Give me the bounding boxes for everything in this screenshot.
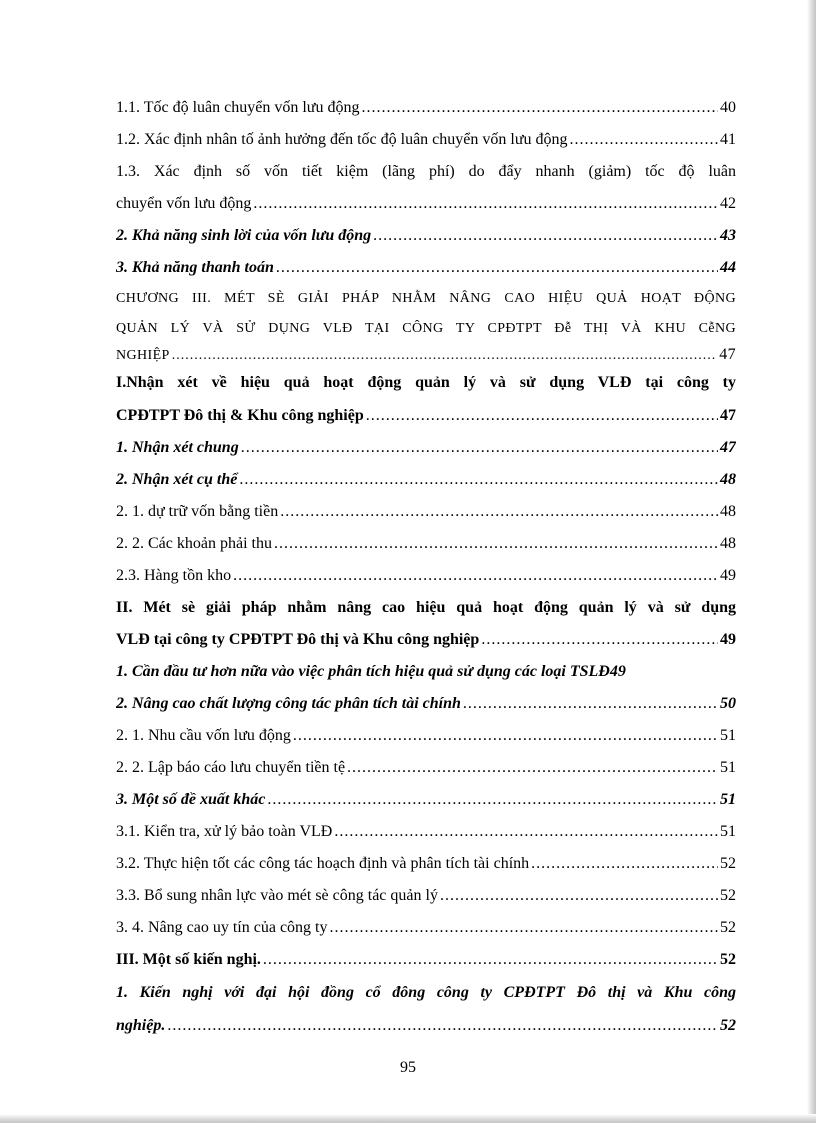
dot-leader [239, 464, 718, 496]
toc-entry-title: II. Mét sè giải pháp nhằm nâng cao hiệu quả hoạt động quản lý và sử dụng [116, 599, 736, 616]
dot-leader [463, 688, 718, 720]
toc-entry-page: 52 [720, 919, 736, 936]
toc-entry-page: 52 [720, 951, 736, 968]
toc-entry-line[interactable] [116, 592, 736, 624]
toc-entry-title: 1. Cần đầu tư hơn nữa vào việc phân tích hiệu quả sử dụng các loại TSLĐ49 [116, 663, 626, 680]
toc-entry-title: 2. Nâng cao chất lượng công tác phân tích tài chính [116, 695, 461, 712]
toc-entry-title: 2. 1. dự trữ vốn bằng tiền [116, 503, 279, 520]
toc-entry-title-cont: VLĐ tại công ty CPĐTPT Đô thị và Khu công nghiệp [116, 631, 480, 648]
toc-entry-page: 50 [720, 695, 736, 712]
dot-leader [366, 400, 718, 432]
toc-entry[interactable] [116, 848, 736, 880]
toc-entry-page: 47 [720, 439, 736, 456]
dot-leader [347, 752, 718, 784]
toc-entry-title: 2. 2. Các khoản phải thu [116, 535, 272, 552]
dot-leader [233, 560, 718, 592]
chapter-heading-cont: QUẢN LÝ VÀ SỬ DỤNG VLĐ TẠI CÔNG TY CPĐTPT Đễ THỊ VÀ KHU CễNG [116, 321, 736, 336]
dot-leader [330, 912, 719, 944]
toc-entry-title-cont: nghiệp. [116, 1017, 166, 1034]
toc-entry-page: 49 [720, 631, 736, 648]
dot-leader [334, 816, 718, 848]
toc-entry-title: 3. Một số đề xuất khác [116, 791, 266, 808]
dot-leader [361, 92, 718, 124]
toc-entry[interactable] [116, 880, 736, 912]
toc-entry-title: 1. Nhận xét chung [116, 439, 239, 456]
toc-entry-page: 51 [720, 759, 736, 776]
toc-entry-page: 52 [720, 887, 736, 904]
toc-entry-page: 51 [720, 791, 736, 808]
dot-leader [263, 944, 718, 976]
dot-leader [172, 345, 717, 366]
toc-entry-page: 41 [720, 131, 736, 148]
toc-entry-title: 3.2. Thực hiện tốt các công tác hoạch định và phân tích tài chính [116, 855, 530, 872]
toc-entry-title: 2. Khả năng sinh lời của vốn lưu động [116, 227, 372, 244]
toc-entry-line[interactable] [116, 314, 736, 344]
toc-entry[interactable] [116, 688, 736, 720]
toc-entry-page: 51 [720, 727, 736, 744]
toc-entry[interactable] [116, 912, 736, 944]
toc-entry-page: 52 [720, 855, 736, 872]
toc-entry[interactable] [116, 784, 736, 816]
toc-entry-title: 2. 2. Lập báo cáo lưu chuyển tiền tệ [116, 759, 346, 776]
toc-entry[interactable] [116, 624, 736, 656]
toc-entry[interactable] [116, 496, 736, 528]
dot-leader [167, 1010, 718, 1042]
dot-leader [274, 528, 718, 560]
toc-entry-page: 47 [720, 407, 736, 424]
table-of-contents [116, 92, 736, 1042]
toc-entry-title-cont: chuyển vốn lưu động [116, 195, 252, 212]
toc-entry-title: III. Một số kiến nghị. [116, 951, 261, 968]
toc-entry-page: 48 [720, 535, 736, 552]
toc-entry-page: 51 [720, 823, 736, 840]
toc-entry-title-cont: CPĐTPT Đô thị & Khu công nghiệp [116, 407, 364, 424]
toc-entry-line[interactable] [116, 976, 736, 1010]
toc-entry[interactable] [116, 944, 736, 976]
dot-leader [440, 880, 718, 912]
toc-entry-line[interactable] [116, 284, 736, 314]
dot-leader [276, 252, 718, 284]
toc-entry-title: 1.1. Tốc độ luân chuyển vốn lưu động [116, 99, 360, 116]
toc-entry[interactable] [116, 816, 736, 848]
toc-entry-title: 3. 4. Nâng cao uy tín của công ty [116, 919, 328, 936]
page-number: 95 [400, 1059, 416, 1076]
dot-leader [267, 784, 718, 816]
page-edge-shadow [807, 0, 816, 1123]
dot-leader [373, 220, 718, 252]
toc-entry-line[interactable] [116, 366, 736, 400]
toc-entry-page: 48 [720, 471, 736, 488]
toc-entry-page: 42 [720, 195, 736, 212]
toc-entry-title: 2. Nhận xét cụ thể [116, 471, 238, 488]
toc-entry-title: 3. Khả năng thanh toán [116, 259, 274, 276]
toc-entry[interactable] [116, 400, 736, 432]
toc-entry[interactable] [116, 1010, 736, 1042]
toc-entry-page: 43 [720, 227, 736, 244]
toc-entry-title: 1.3. Xác định số vốn tiết kiệm (lãng phí) do đẩy nhanh (giảm) tốc độ luân [116, 163, 736, 180]
toc-entry[interactable] [116, 188, 736, 220]
toc-entry-line[interactable] [116, 156, 736, 188]
toc-entry[interactable] [116, 124, 736, 156]
dot-leader [570, 124, 719, 156]
toc-entry-title: I.Nhận xét về hiệu quả hoạt động quản lý và sử dụng VLĐ tại công ty [116, 374, 736, 391]
dot-leader [241, 432, 718, 464]
toc-entry[interactable] [116, 432, 736, 464]
toc-entry[interactable] [116, 752, 736, 784]
toc-entry-title: 2.3. Hàng tồn kho [116, 567, 232, 584]
toc-entry[interactable] [116, 528, 736, 560]
toc-entry-page: 40 [720, 99, 736, 116]
toc-entry[interactable] [116, 92, 736, 124]
chapter-heading-cont: NGHIỆP [116, 348, 170, 363]
toc-entry-page: 44 [720, 259, 736, 276]
toc-entry[interactable] [116, 464, 736, 496]
toc-entry[interactable] [116, 720, 736, 752]
dot-leader [280, 496, 718, 528]
toc-entry-page: 47 [719, 346, 736, 363]
dot-leader [481, 624, 718, 656]
toc-entry[interactable] [116, 656, 736, 688]
toc-entry[interactable] [116, 252, 736, 284]
dot-leader [293, 720, 718, 752]
toc-entry-title: 1. Kiến nghị với đại hội đồng cổ đông công ty CPĐTPT Đô thị và Khu công [116, 984, 736, 1001]
toc-entry-title: 3.3. Bổ sung nhân lực vào mét sè công tác quản lý [116, 887, 438, 904]
page-bottom-shadow [0, 1114, 816, 1123]
toc-entry-page: 52 [720, 1017, 736, 1034]
toc-entry[interactable] [116, 560, 736, 592]
toc-entry-page: 48 [720, 503, 736, 520]
toc-entry[interactable] [116, 344, 736, 366]
toc-entry-page: 49 [720, 567, 736, 584]
chapter-heading: CHƯƠNG III. MÉT SÈ GIẢI PHÁP NHẰM NÂNG CAO HIỆU QUẢ HOẠT ĐỘNG [116, 291, 736, 306]
toc-entry-title: 3.1. Kiển tra, xử lý bảo toàn VLĐ [116, 823, 333, 840]
toc-entry[interactable] [116, 220, 736, 252]
toc-entry-title: 1.2. Xác định nhân tố ảnh hưởng đến tốc độ luân chuyển vốn lưu động [116, 131, 568, 148]
dot-leader [253, 188, 718, 220]
dot-leader [531, 848, 718, 880]
toc-entry-title: 2. 1. Nhu cầu vốn lưu động [116, 727, 291, 744]
